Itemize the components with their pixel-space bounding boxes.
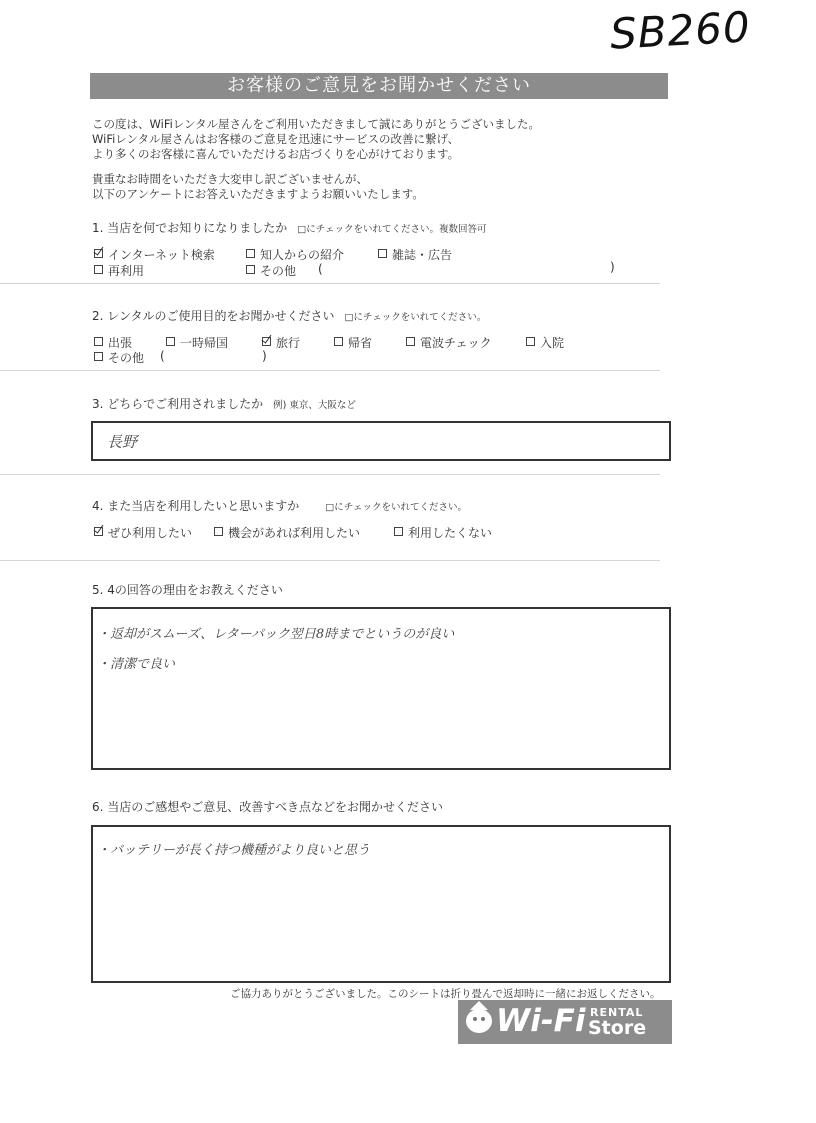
divider bbox=[0, 283, 660, 284]
divider bbox=[0, 370, 660, 371]
q2-option-other[interactable]: その他 bbox=[94, 349, 144, 366]
q2-question: 2. レンタルのご使用目的をお聞かせください bbox=[92, 309, 335, 323]
sheet-code: SB260 bbox=[608, 2, 752, 59]
checked-checkbox-icon[interactable] bbox=[262, 337, 271, 346]
q2-hint: □にチェックをいれてください。 bbox=[344, 312, 487, 323]
q3-answer-box[interactable] bbox=[91, 421, 671, 461]
q5-answer-box[interactable] bbox=[91, 607, 671, 770]
q1-other-close-paren: ) bbox=[610, 260, 615, 274]
checkbox-icon[interactable] bbox=[378, 249, 387, 258]
q1-hint: □にチェックをいれてください。複数回答可 bbox=[297, 224, 487, 235]
checkbox-icon[interactable] bbox=[406, 337, 415, 346]
q1-other-open-paren: ( bbox=[318, 262, 323, 276]
checkbox-icon[interactable] bbox=[334, 337, 343, 346]
q4-option-definitely[interactable]: ぜひ利用したい bbox=[94, 524, 192, 541]
intro-line: 貴重なお時間をいただき大変申し訳ございませんが、 bbox=[92, 172, 368, 186]
divider bbox=[0, 474, 660, 475]
q4-option-no[interactable]: 利用したくない bbox=[394, 524, 492, 541]
q1-option-internet[interactable]: インターネット検索 bbox=[94, 246, 215, 263]
intro-line: この度は、WiFiレンタル屋さんをご利用いただきまして誠にありがとうございました。 bbox=[92, 117, 541, 131]
q3-label bbox=[92, 395, 356, 412]
q6-answer-box[interactable] bbox=[91, 825, 671, 983]
q6-answer-line: ・バッテリーが長く持つ機種がより良いと思う bbox=[97, 843, 371, 858]
checkbox-icon[interactable] bbox=[246, 265, 255, 274]
intro-line: WiFiレンタル屋さんはお客様のご意見を迅速にサービスの改善に繋げ、 bbox=[92, 132, 460, 146]
q2-option-hometown[interactable]: 帰省 bbox=[334, 334, 372, 351]
q5-answer-line: ・清潔で良い bbox=[97, 657, 176, 672]
q1-option-repeat[interactable]: 再利用 bbox=[94, 262, 144, 279]
q2-option-hospital[interactable]: 入院 bbox=[526, 334, 564, 351]
divider bbox=[0, 560, 660, 561]
logo-wifi-text: Wi-Fi bbox=[496, 1003, 586, 1039]
q4-option-maybe[interactable]: 機会があれば利用したい bbox=[214, 524, 360, 541]
checked-checkbox-icon[interactable] bbox=[94, 249, 103, 258]
checkbox-icon[interactable] bbox=[94, 265, 103, 274]
logo-rental-text: RENTAL bbox=[590, 1006, 644, 1019]
checked-checkbox-icon[interactable] bbox=[94, 527, 103, 536]
checkbox-icon[interactable] bbox=[246, 249, 255, 258]
q3-question: 3. どちらでご利用されましたか bbox=[92, 397, 264, 411]
q2-other-open-paren: ( bbox=[160, 349, 165, 363]
checkbox-icon[interactable] bbox=[94, 352, 103, 361]
q1-label bbox=[92, 219, 486, 236]
checkbox-icon[interactable] bbox=[166, 337, 175, 346]
q2-other-close-paren: ) bbox=[262, 349, 267, 363]
wifi-rental-store-logo bbox=[458, 1000, 672, 1044]
q4-hint: □にチェックをいれてください。 bbox=[325, 502, 467, 513]
q2-option-travel[interactable]: 旅行 bbox=[262, 334, 300, 351]
checkbox-icon[interactable] bbox=[214, 527, 223, 536]
q2-option-signal-check[interactable]: 電波チェック bbox=[406, 334, 492, 351]
intro-line: 以下のアンケートにお答えいただきますようお願いいたします。 bbox=[92, 187, 424, 201]
logo-store-text: Store bbox=[588, 1017, 647, 1039]
q5-answer-line: ・返却がスムーズ、レターパック翌日8時までというのが良い bbox=[97, 627, 455, 642]
mascot-icon bbox=[466, 1009, 492, 1033]
form-title: お客様のご意見をお聞かせください bbox=[90, 73, 668, 99]
q4-question: 4. また当店を利用したいと思いますか bbox=[92, 499, 300, 513]
q2-option-business[interactable]: 出張 bbox=[94, 334, 132, 351]
checkbox-icon[interactable] bbox=[394, 527, 403, 536]
q6-label: 6. 当店のご感想やご意見、改善すべき点などをお聞かせください bbox=[92, 800, 444, 814]
q1-option-magazine[interactable]: 雑誌・広告 bbox=[378, 246, 452, 263]
q2-label bbox=[92, 307, 486, 324]
q3-answer: 長野 bbox=[107, 433, 138, 451]
q2-option-homecoming[interactable]: 一時帰国 bbox=[166, 334, 228, 351]
q1-option-other[interactable]: その他 bbox=[246, 262, 296, 279]
q1-question: 1. 当店を何でお知りになりましたか bbox=[92, 221, 288, 235]
checkbox-icon[interactable] bbox=[94, 337, 103, 346]
intro-line: より多くのお客様に喜んでいただけるお店づくりを心がけております。 bbox=[92, 147, 460, 161]
checkbox-icon[interactable] bbox=[526, 337, 535, 346]
q3-hint: 例) 東京、大阪など bbox=[273, 400, 356, 411]
q1-option-referral[interactable]: 知人からの紹介 bbox=[246, 246, 344, 263]
q5-label: 5. 4の回答の理由をお教えください bbox=[92, 583, 283, 597]
q4-label bbox=[92, 497, 467, 514]
thanks-note: ご協力ありがとうございました。このシートは折り畳んで返却時に一緒にお返しください。 bbox=[230, 988, 661, 1000]
